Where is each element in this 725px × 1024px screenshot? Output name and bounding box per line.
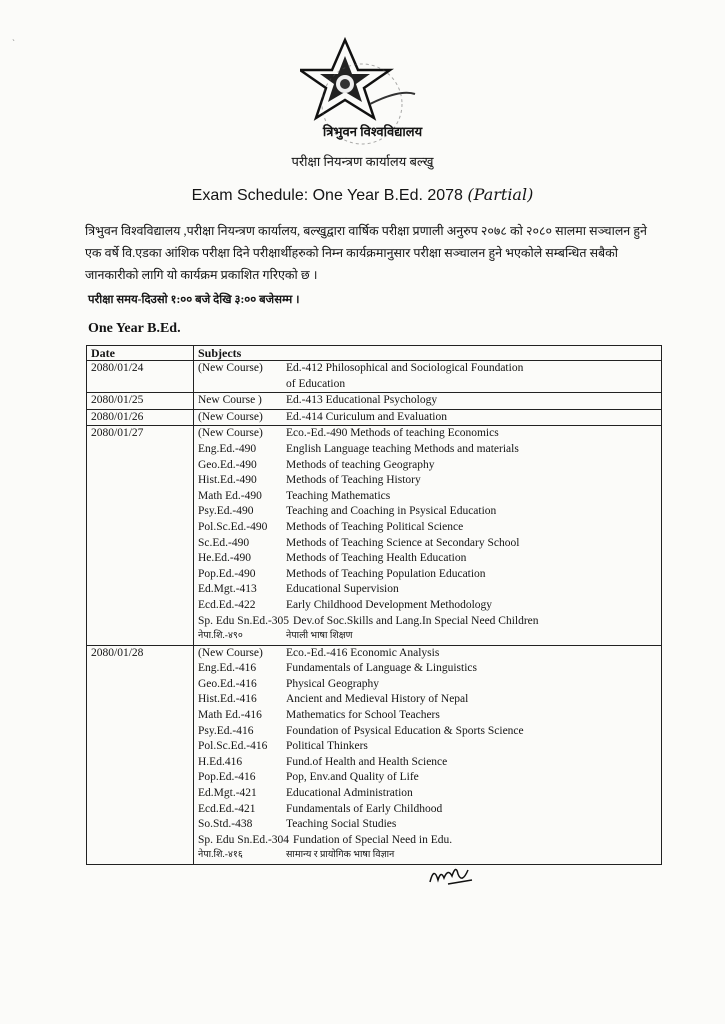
course-title: Methods of Teaching Science at Secondary School: [286, 536, 520, 549]
course-title: Pop, Env.and Quality of Life: [286, 771, 419, 784]
university-name: त्रिभुवन विश्वविद्यालय: [322, 124, 423, 139]
subject-line: [198, 489, 657, 505]
subject-line: [198, 770, 657, 786]
subject-line: [198, 504, 657, 520]
subject-line: [198, 582, 657, 598]
subject-line: [198, 551, 657, 567]
subject-line: [198, 567, 657, 583]
course-code: (New Course): [198, 427, 263, 440]
signature-icon: [428, 862, 478, 888]
title-note: (Partial): [467, 185, 534, 204]
subject-line: [198, 393, 657, 409]
course-code: Eng.Ed.-490: [198, 442, 257, 455]
subject-line: [198, 724, 657, 740]
course-title: Ed.-413 Educational Psychology: [286, 394, 438, 407]
course-title: Educational Administration: [286, 787, 413, 800]
subject-line: [198, 520, 657, 536]
table-row: [87, 409, 662, 426]
course-code: Sp. Edu Sn.Ed.-304: [198, 833, 290, 846]
course-code: Psy.Ed.-490: [198, 505, 254, 518]
course-code: He.Ed.-490: [198, 552, 252, 565]
intro-paragraph: त्रिभुवन विश्वविद्यालय ,परीक्षा नियन्त्रण कार्यालय, बल्खुद्वारा वार्षिक परीक्षा प्रणाली अनुरुप २०७८ को २०८० सालमा सञ्चालन हुने एक वर्षे वि.एडका आंशिक परीक्षा दिने परीक्षार्थीहरुको निम्न कार्यक्रमानुसार परीक्षा सञ्चालन हुने भएकोले सम्बन्धित सबैको जानकारीको लागि यो कार्यक्रम प्रकाशित गरिएको छ ।: [85, 224, 647, 282]
course-title: Eco.-Ed.-416 Economic Analysis: [286, 646, 440, 659]
course-code: Pop.Ed.-416: [198, 771, 256, 784]
course-code: Ed.Mgt.-413: [198, 583, 257, 596]
subject-line: [198, 629, 657, 645]
course-code: (New Course): [198, 362, 263, 374]
subject-line: [198, 692, 657, 708]
course-code: Pol.Sc.Ed.-490: [198, 520, 268, 533]
course-title: Physical Geography: [286, 677, 379, 690]
table-body: [87, 361, 662, 865]
subject-line: [198, 442, 657, 458]
course-title: Mathematics for School Teachers: [286, 709, 440, 722]
course-title: Teaching and Coaching in Psysical Education: [286, 505, 497, 518]
table-row: [87, 426, 662, 645]
course-title: Educational Supervision: [286, 583, 399, 596]
subject-line: [198, 817, 657, 833]
subject-line: [198, 661, 657, 677]
subjects-cell: [194, 361, 662, 393]
course-code: नेपा.शि.-४१६: [198, 850, 243, 861]
subjects-cell: [194, 645, 662, 864]
course-title: Political Thinkers: [286, 740, 368, 753]
course-title: Foundation of Psysical Education & Sports Science: [286, 724, 524, 737]
column-header-subjects: Subjects: [194, 346, 662, 361]
scan-mark: `: [12, 38, 15, 48]
date-cell: 2080/01/27: [87, 426, 194, 645]
subjects-cell: [194, 426, 662, 645]
course-code: Pop.Ed.-490: [198, 567, 256, 580]
course-code: Math Ed.-490: [198, 489, 262, 502]
subject-line: [198, 755, 657, 771]
course-code: Pol.Sc.Ed.-416: [198, 740, 268, 753]
course-code: नेपा.शि.-४९०: [198, 631, 243, 642]
subject-line: [198, 786, 657, 802]
column-header-date: Date: [87, 346, 194, 361]
date-cell: 2080/01/24: [87, 361, 194, 393]
course-code: Eng.Ed.-416: [198, 662, 257, 675]
course-code: Sp. Edu Sn.Ed.-305: [198, 614, 290, 627]
course-code: Psy.Ed.-416: [198, 724, 254, 737]
course-title: सामान्य र प्रायोगिक भाषा विज्ञान: [286, 850, 395, 861]
section-title: One Year B.Ed.: [88, 321, 181, 336]
subject-line: [198, 739, 657, 755]
table-row: [87, 645, 662, 864]
course-code: (New Course): [198, 646, 263, 659]
subject-line: [198, 377, 657, 393]
date-cell: 2080/01/25: [87, 393, 194, 410]
title-text: Exam Schedule: One Year B.Ed. 2078: [191, 187, 463, 204]
course-title: Dev.of Soc.Skills and Lang.In Special Need Children: [293, 614, 539, 627]
course-code: Geo.Ed.-490: [198, 458, 257, 471]
subject-line: [198, 426, 657, 442]
course-title: Methods of Teaching Health Education: [286, 552, 467, 565]
subject-line: [198, 833, 657, 849]
course-code: Math Ed.-416: [198, 709, 262, 722]
table-row: [87, 393, 662, 410]
course-code: Ecd.Ed.-421: [198, 802, 256, 815]
course-title: Methods of Teaching History: [286, 474, 421, 487]
course-title: Ed.-414 Curiculum and Evaluation: [286, 410, 447, 423]
course-title: of Education: [286, 377, 346, 390]
course-title: English Language teaching Methods and materials: [286, 442, 519, 455]
subject-line: [198, 361, 657, 377]
office-name: परीक्षा नियन्त्रण कार्यालय बल्खु: [291, 154, 434, 169]
course-code: H.Ed.416: [198, 755, 243, 768]
table-row: [87, 361, 662, 393]
course-code: Hist.Ed.-416: [198, 693, 257, 706]
date-cell: 2080/01/28: [87, 645, 194, 864]
subject-line: [198, 802, 657, 818]
document-title: [0, 185, 725, 205]
course-code: So.Std.-438: [198, 818, 253, 831]
course-title: Methods of teaching Geography: [286, 458, 435, 471]
date-cell: 2080/01/26: [87, 409, 194, 426]
course-code: Geo.Ed.-416: [198, 677, 257, 690]
course-title: Ed.-412 Philosophical and Sociological Foundation: [286, 362, 524, 374]
subject-line: [198, 536, 657, 552]
schedule-table: [86, 345, 662, 865]
exam-time: परीक्षा समय-दिउसो १:०० बजे देखि ३:०० बजेसम्म ।: [88, 294, 300, 306]
course-title: Early Childhood Development Methodology: [286, 598, 493, 611]
course-title: Fundamentals of Early Childhood: [286, 802, 443, 815]
subject-line: [198, 708, 657, 724]
subject-line: [198, 410, 657, 426]
course-title: Ancient and Medieval History of Nepal: [286, 693, 469, 706]
course-code: Ecd.Ed.-422: [198, 598, 256, 611]
course-code: Hist.Ed.-490: [198, 474, 257, 487]
course-title: Fundamentals of Language & Linguistics: [286, 662, 477, 675]
course-title: Methods of Teaching Population Education: [286, 567, 486, 580]
course-title: Teaching Social Studies: [286, 818, 397, 831]
subjects-cell: [194, 393, 662, 410]
subjects-cell: [194, 409, 662, 426]
subject-line: [198, 458, 657, 474]
subject-line: [198, 677, 657, 693]
subject-line: [198, 473, 657, 489]
course-title: नेपाली भाषा शिक्षण: [286, 631, 353, 642]
course-code: New Course ): [198, 394, 262, 407]
subject-line: [198, 646, 657, 662]
course-code: Sc.Ed.-490: [198, 536, 250, 549]
course-title: Eco.-Ed.-490 Methods of teaching Economics: [286, 427, 499, 440]
subject-line: [198, 598, 657, 614]
table-header-row: [87, 346, 662, 361]
course-code: Ed.Mgt.-421: [198, 787, 257, 800]
subject-line: [198, 614, 657, 630]
course-code: (New Course): [198, 410, 263, 423]
course-title: Teaching Mathematics: [286, 489, 391, 502]
course-title: Fund.of Health and Health Science: [286, 755, 448, 768]
course-title: Methods of Teaching Political Science: [286, 520, 464, 533]
course-title: Fundation of Special Need in Edu.: [293, 833, 453, 846]
